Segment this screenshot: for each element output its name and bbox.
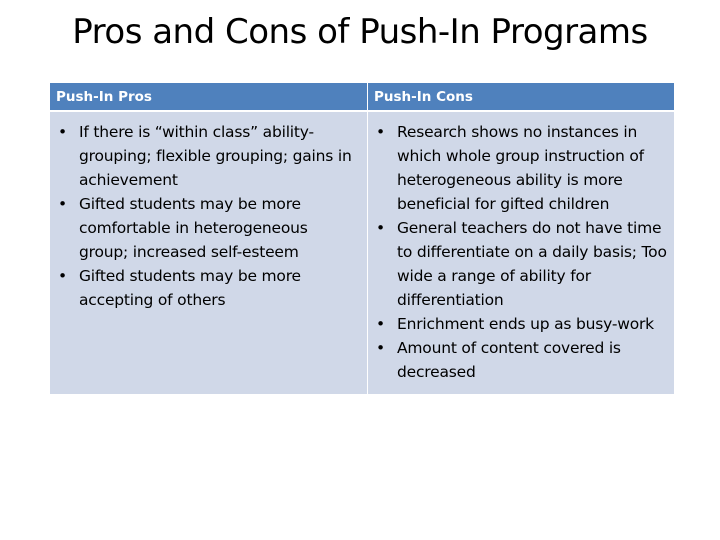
- pros-header: Push-In Pros: [50, 83, 368, 111]
- pros-item: • If there is “within class” ability-grouping; flexible grouping; gains in achievement: [56, 120, 361, 192]
- table-header-row: [50, 83, 674, 111]
- slide-title: Pros and Cons of Push-In Programs: [72, 12, 648, 52]
- cons-item: • Enrichment ends up as busy-work: [374, 312, 668, 336]
- table-body-row: [50, 111, 674, 394]
- pros-cell: [50, 111, 368, 394]
- pros-list: [56, 120, 361, 312]
- cons-item: • Research shows no instances in which whole group instruction of heterogeneous ability is more beneficial for gifted children: [374, 120, 668, 216]
- cons-item: • General teachers do not have time to differentiate on a daily basis; Too wide a range of ability for differentiation: [374, 216, 668, 312]
- cons-list: [374, 120, 668, 384]
- pros-item: • Gifted students may be more accepting of others: [56, 264, 361, 312]
- pros-cons-table: [50, 83, 674, 394]
- cons-item: • Amount of content covered is decreased: [374, 336, 668, 384]
- cons-header: Push-In Cons: [368, 83, 675, 111]
- pros-item: • Gifted students may be more comfortable in heterogeneous group; increased self-esteem: [56, 192, 361, 264]
- cons-cell: [368, 111, 675, 394]
